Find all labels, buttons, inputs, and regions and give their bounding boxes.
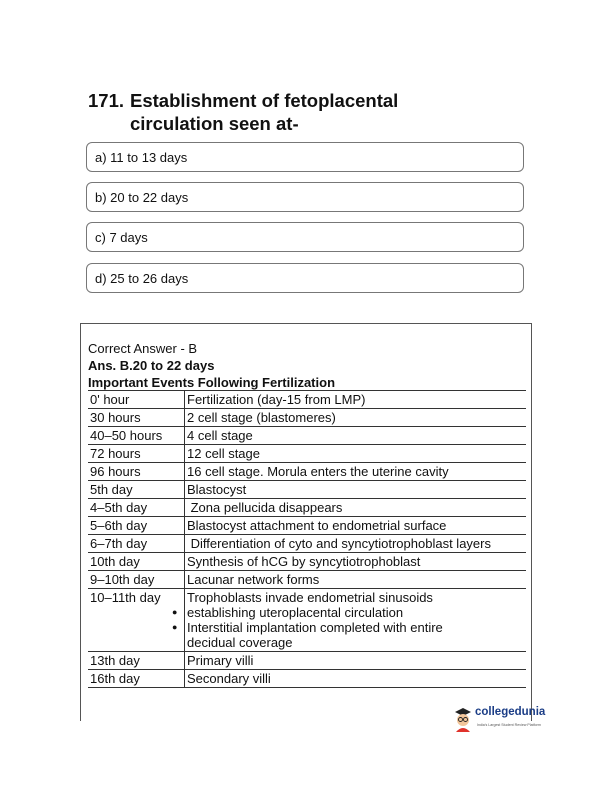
event-continued: decidual coverage xyxy=(187,635,293,650)
event-time: 5th day xyxy=(88,481,185,499)
event-time: 10th day xyxy=(88,553,185,571)
event-time: 40–50 hours xyxy=(88,427,185,445)
event-bullets xyxy=(187,605,524,635)
question-title-line1: Establishment of fetoplacental xyxy=(130,90,399,111)
question-number: 171. xyxy=(88,90,125,111)
event-desc: Differentiation of cyto and syncytiotrophoblast layers xyxy=(185,535,527,553)
table-row xyxy=(88,499,526,517)
table-row xyxy=(88,409,526,427)
option-b[interactable]: b) 20 to 22 days xyxy=(86,182,524,212)
event-desc: Blastocyst attachment to endometrial surface xyxy=(185,517,527,535)
event-main: Trophoblasts invade endometrial sinusoids xyxy=(187,590,433,605)
table-row xyxy=(88,535,526,553)
event-time: 96 hours xyxy=(88,463,185,481)
table-row xyxy=(88,553,526,571)
logo-name: collegedunia xyxy=(475,706,546,718)
table-row xyxy=(88,517,526,535)
answer-panel xyxy=(80,323,532,721)
option-d[interactable]: d) 25 to 26 days xyxy=(86,263,524,293)
event-desc: 12 cell stage xyxy=(185,445,527,463)
table-row xyxy=(88,481,526,499)
event-time: 16th day xyxy=(88,670,185,688)
table-row xyxy=(88,427,526,445)
event-time: 6–7th day xyxy=(88,535,185,553)
list-item: ● Interstitial implantation completed with entire xyxy=(187,620,524,635)
event-desc: Secondary villi xyxy=(185,670,527,688)
option-c[interactable]: c) 7 days xyxy=(86,222,524,252)
logo-tagline: India's Largest Student Review Platform xyxy=(477,723,541,727)
event-time: 10–11th day xyxy=(88,589,185,652)
table-row xyxy=(88,589,526,652)
events-heading: Important Events Following Fertilization xyxy=(88,375,336,390)
question-title xyxy=(88,89,398,135)
table-row xyxy=(88,463,526,481)
event-desc: 16 cell stage. Morula enters the uterine cavity xyxy=(185,463,527,481)
event-desc xyxy=(185,589,527,652)
correct-answer: Correct Answer - B xyxy=(88,341,198,356)
table-row xyxy=(88,445,526,463)
event-time: 5–6th day xyxy=(88,517,185,535)
option-a[interactable]: a) 11 to 13 days xyxy=(86,142,524,172)
table-row xyxy=(88,670,526,688)
event-time: 30 hours xyxy=(88,409,185,427)
event-desc: Lacunar network forms xyxy=(185,571,527,589)
event-desc: 4 cell stage xyxy=(185,427,527,445)
answer-text: Ans. B.20 to 22 days xyxy=(88,358,215,373)
event-desc: Zona pellucida disappears xyxy=(185,499,527,517)
table-row xyxy=(88,571,526,589)
event-time: 0' hour xyxy=(88,391,185,409)
event-desc: Fertilization (day-15 from LMP) xyxy=(185,391,527,409)
list-item: ● establishing uteroplacental circulation xyxy=(187,605,524,620)
event-desc: 2 cell stage (blastomeres) xyxy=(185,409,527,427)
event-desc: Primary villi xyxy=(185,652,527,670)
event-time: 9–10th day xyxy=(88,571,185,589)
event-desc: Synthesis of hCG by syncytiotrophoblast xyxy=(185,553,527,571)
event-desc: Blastocyst xyxy=(185,481,527,499)
collegedunia-logo[interactable] xyxy=(453,704,563,736)
event-time: 4–5th day xyxy=(88,499,185,517)
question-title-line2: circulation seen at- xyxy=(130,113,299,134)
event-time: 72 hours xyxy=(88,445,185,463)
table-row xyxy=(88,391,526,409)
table-row xyxy=(88,652,526,670)
events-table xyxy=(88,390,526,688)
student-mascot-icon xyxy=(453,706,473,732)
event-time: 13th day xyxy=(88,652,185,670)
